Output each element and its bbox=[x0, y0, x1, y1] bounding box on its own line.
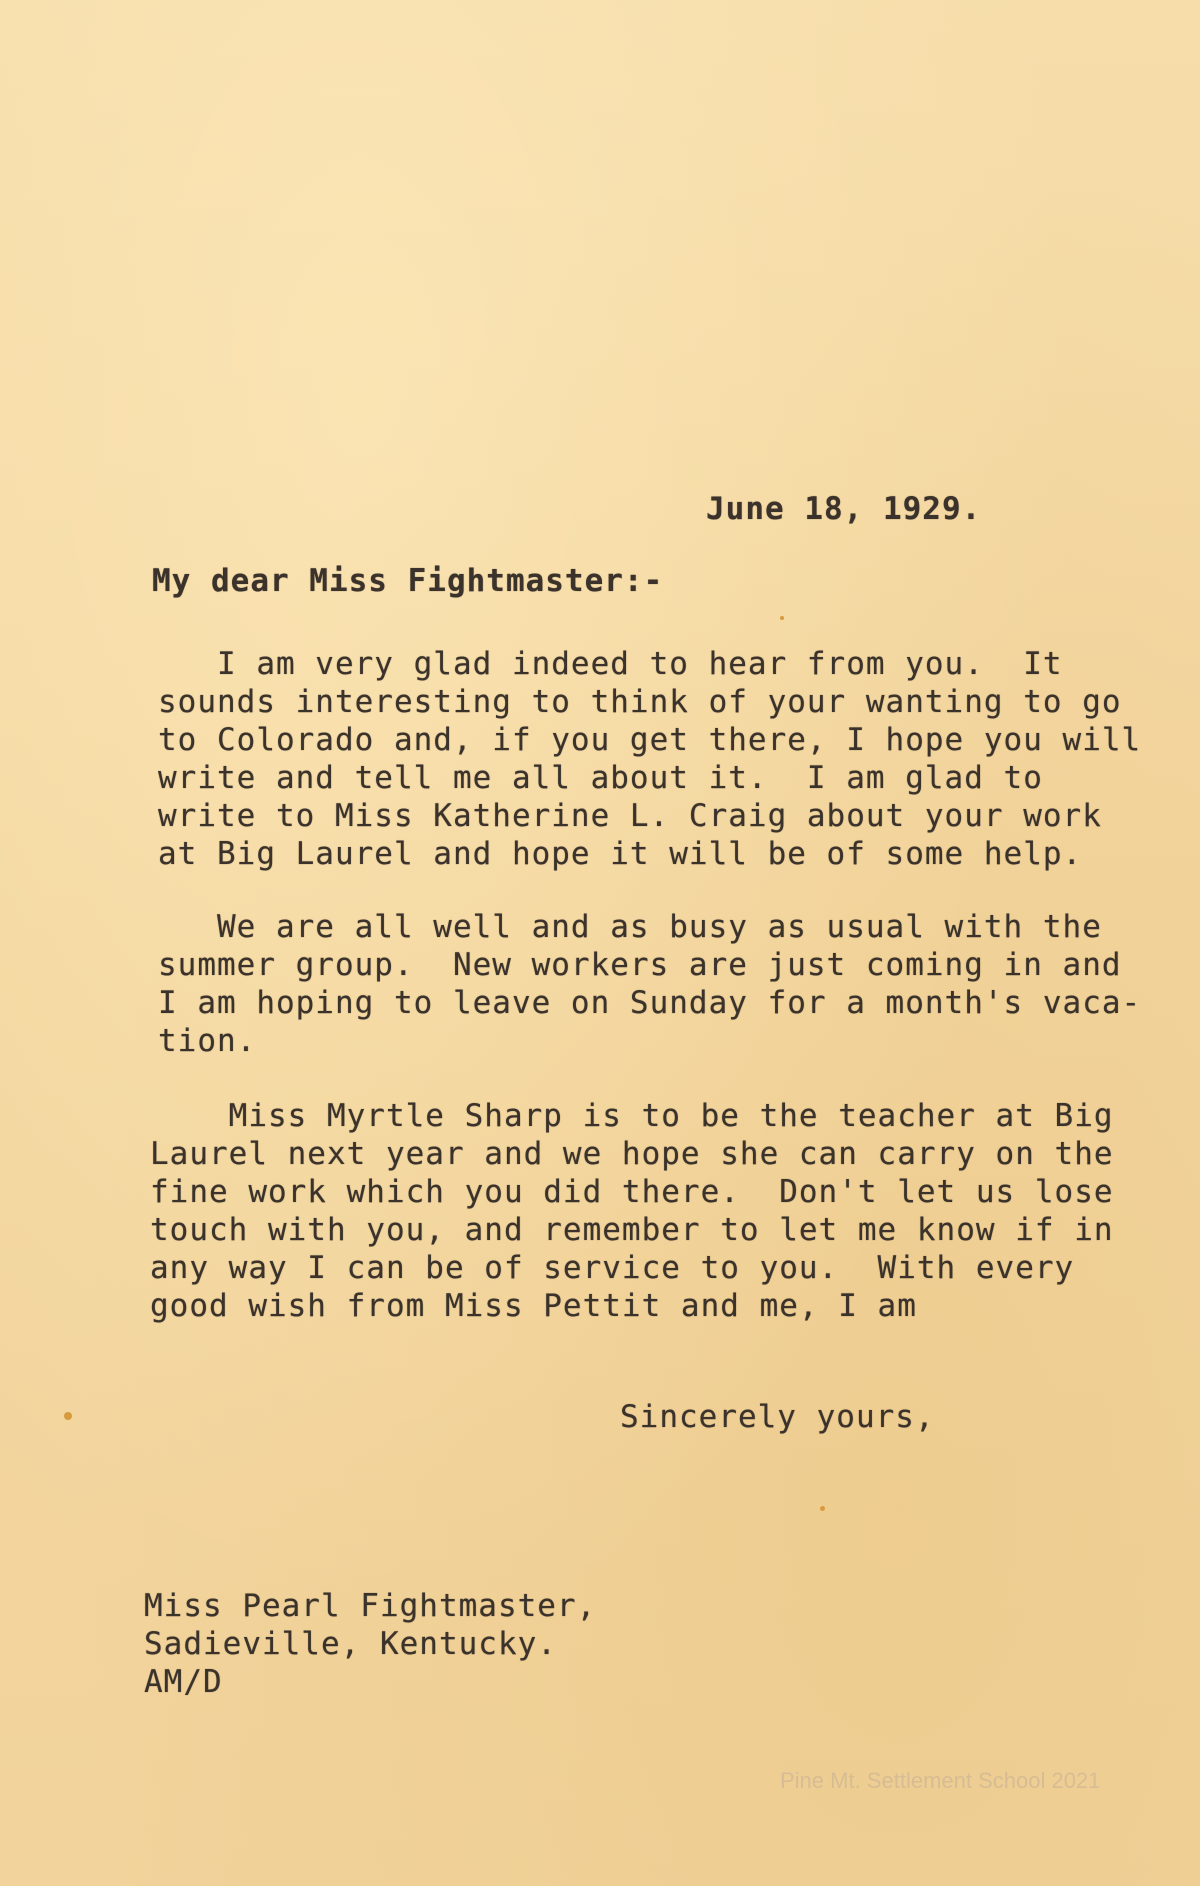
text-line: Laurel next year and we hope she can carry on the bbox=[150, 1136, 1114, 1172]
text-line: good wish from Miss Pettit and me, I am bbox=[150, 1288, 917, 1324]
address-city: Sadieville, Kentucky. bbox=[144, 1626, 557, 1662]
paper-fleck bbox=[780, 616, 784, 620]
text-line: at Big Laurel and hope it will be of some help. bbox=[158, 836, 1083, 872]
text-line: Miss Myrtle Sharp is to be the teacher at Big bbox=[150, 1098, 1114, 1134]
text-line: I am very glad indeed to hear from you. It bbox=[158, 646, 1063, 682]
text-line: summer group. New workers are just coming in and bbox=[158, 947, 1122, 983]
paper-fleck bbox=[64, 1412, 72, 1420]
text-line: I am hoping to leave on Sunday for a month's vaca- bbox=[158, 985, 1142, 1021]
text-line: any way I can be of service to you. With every bbox=[150, 1250, 1075, 1286]
address-name: Miss Pearl Fightmaster, bbox=[144, 1588, 597, 1624]
salutation: My dear Miss Fightmaster:- bbox=[152, 563, 664, 599]
text-line: write and tell me all about it. I am glad to bbox=[158, 760, 1043, 796]
paper-fleck bbox=[820, 1506, 825, 1511]
text-line: write to Miss Katherine L. Craig about your work bbox=[158, 798, 1102, 834]
typist-initials: AM/D bbox=[144, 1664, 223, 1700]
text-line: We are all well and as busy as usual with the bbox=[158, 909, 1102, 945]
text-line: touch with you, and remember to let me know if in bbox=[150, 1212, 1114, 1248]
closing: Sincerely yours, bbox=[620, 1399, 935, 1435]
text-line: fine work which you did there. Don't let us lose bbox=[150, 1174, 1114, 1210]
text-line: sounds interesting to think of your wanting to go bbox=[158, 684, 1122, 720]
text-line: tion. bbox=[158, 1023, 257, 1059]
paragraph-3 bbox=[150, 1097, 1114, 1325]
text-line: to Colorado and, if you get there, I hope you will bbox=[158, 722, 1142, 758]
paragraph-2 bbox=[158, 908, 1141, 1060]
watermark: Pine Mt. Settlement School 2021 bbox=[780, 1768, 1101, 1793]
paragraph-1 bbox=[158, 645, 1141, 873]
recipient-address bbox=[144, 1587, 596, 1701]
letter-date: June 18, 1929. bbox=[706, 491, 982, 527]
